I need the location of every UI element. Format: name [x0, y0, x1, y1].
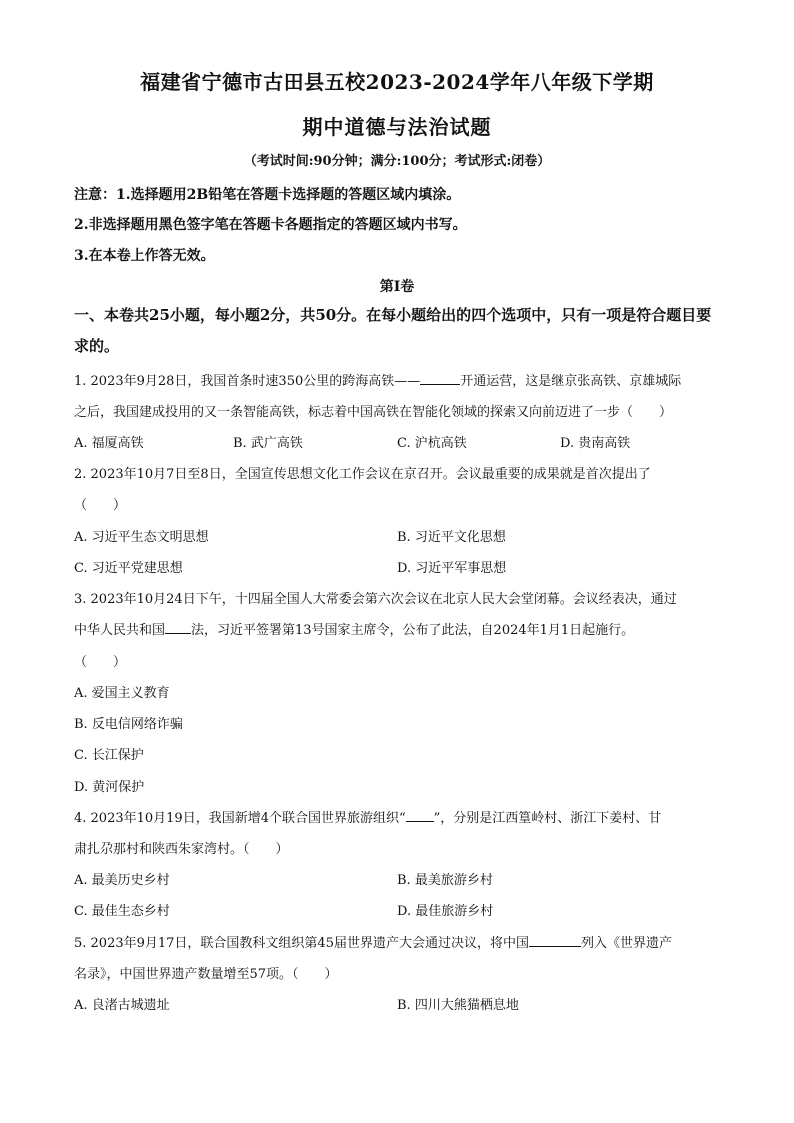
- q4-option-d: D. 最佳旅游乡村: [397, 904, 494, 919]
- q3-option-b: B. 反电信网络诈骗: [74, 717, 183, 732]
- answer-blank: [420, 372, 460, 385]
- q2-option-b: B. 习近平文化思想: [397, 530, 506, 545]
- q3-option-a: A. 爱国主义教育: [74, 686, 170, 701]
- q5-option-b: B. 四川大熊猫栖息地: [397, 998, 519, 1013]
- question-2-line-2: （ ）: [74, 498, 127, 513]
- q3-option-c: C. 长江保护: [74, 748, 144, 763]
- question-5-text-a: 5. 2023年9月17日，联合国教科文组织第45届世界遗产大会通过决议，将中国: [74, 936, 529, 951]
- note-3: 3.在本卷上作答无效。: [74, 248, 215, 264]
- question-3-line-2: [74, 619, 634, 638]
- question-1-text-b: 开通运营，这是继京张高铁、京雄城际: [460, 374, 682, 389]
- exam-title-line1: 福建省宁德市古田县五校2023-2024学年八年级下学期: [140, 70, 654, 94]
- question-3-text-b: 法，习近平签署第13号国家主席令，公布了此法，自2024年1月1日起施行。: [191, 623, 635, 638]
- question-5-line-1: [74, 932, 672, 951]
- question-2-line-1: 2. 2023年10月7日至8日，全国宣传思想文化工作会议在京召开。会议最重要的成果就是首次提出了: [74, 467, 651, 482]
- answer-blank: [165, 621, 191, 634]
- q5-option-a: A. 良渚古城遗址: [74, 998, 170, 1013]
- q2-option-a: A. 习近平生态文明思想: [74, 530, 209, 545]
- part-one-instructions: 一、本卷共25小题，每小题2分，共50分。在每小题给出的四个选项中，只有一项是符合题目要求的。: [74, 306, 712, 355]
- answer-blank: [406, 809, 434, 822]
- q1-option-c: C. 沪杭高铁: [397, 436, 467, 451]
- note-2: 2.非选择题用黑色签字笔在答题卡各题指定的答题区域内书写。: [74, 217, 467, 233]
- q1-option-d: D. 贵南高铁: [560, 436, 631, 451]
- question-1-text-a: 1. 2023年9月28日，我国首条时速350公里的跨海高铁——: [74, 374, 421, 389]
- q4-option-a: A. 最美历史乡村: [74, 873, 170, 888]
- q4-option-b: B. 最美旅游乡村: [397, 873, 493, 888]
- note-1: 注意：1.选择题用2B铅笔在答题卡选择题的答题区域内填涂。: [74, 187, 461, 203]
- exam-info: （考试时间:90分钟；满分:100分；考试形式:闭卷）: [243, 154, 551, 169]
- q1-option-b: B. 武广高铁: [233, 436, 303, 451]
- question-3-text-a: 中华人民共和国: [74, 623, 166, 638]
- question-4-text-a: 4. 2023年10月19日，我国新增4个联合国世界旅游组织“: [74, 811, 406, 826]
- question-1-line-1: [74, 370, 681, 389]
- q2-option-c: C. 习近平党建思想: [74, 561, 183, 576]
- question-5-text-b: 列入《世界遗产: [580, 936, 672, 951]
- q4-option-c: C. 最佳生态乡村: [74, 904, 170, 919]
- q2-option-d: D. 习近平军事思想: [397, 561, 507, 576]
- question-1-line-2: 之后，我国建成投用的又一条智能高铁，标志着中国高铁在智能化领域的探索又向前迈进了一步（ ）: [74, 405, 673, 420]
- question-3-line-1: 3. 2023年10月24日下午，十四届全国人大常委会第六次会议在北京人民大会堂闭幕。会议经表决，通过: [74, 592, 677, 607]
- question-3-line-3: （ ）: [74, 655, 127, 670]
- question-4-text-b: ”，分别是江西篁岭村、浙江下姜村、甘: [433, 811, 662, 826]
- q3-option-d: D. 黄河保护: [74, 780, 145, 795]
- answer-blank: [529, 934, 581, 947]
- q1-option-a: A. 福厦高铁: [74, 436, 144, 451]
- question-4-line-2: 肃扎尕那村和陕西朱家湾村。（ ）: [74, 842, 289, 857]
- section-title: 第Ⅰ卷: [379, 279, 415, 295]
- question-5-line-2: 名录》，中国世界遗产数量增至57项。（ ）: [74, 967, 338, 982]
- exam-title-line2: 期中道德与法治试题: [302, 115, 492, 139]
- question-4-line-1: [74, 807, 661, 826]
